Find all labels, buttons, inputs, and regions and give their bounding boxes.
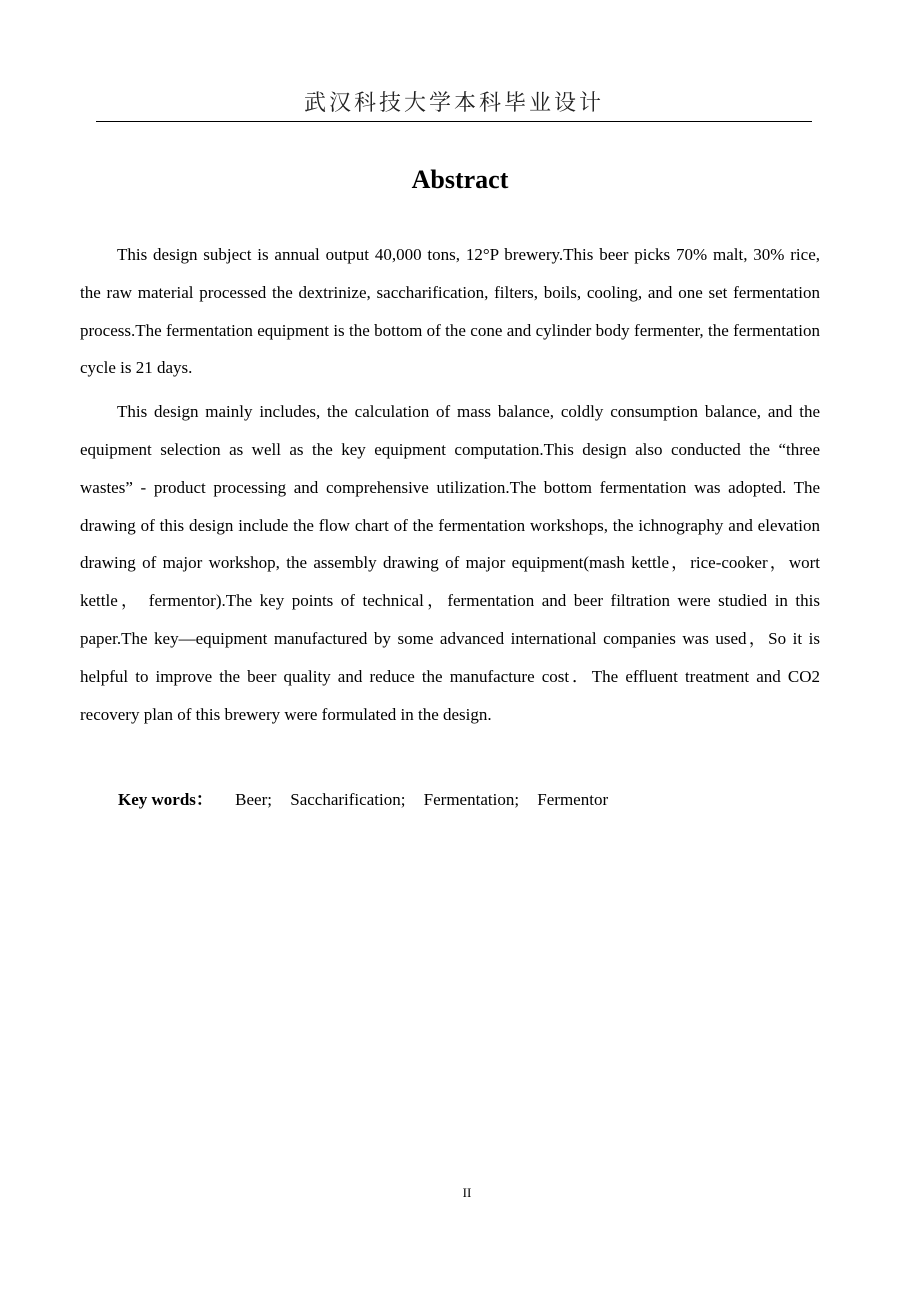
keyword-item: Beer; [235, 790, 272, 809]
abstract-paragraph-1: This design subject is annual output 40,000 tons, 12°P brewery.This beer picks 70% malt, 30% rice, the raw material processed the dextrinize, saccharification, filters, boils, cooling, and one set fermentation process.The fermentation equipment is the bottom of the cone and cylinder body fermenter, the fermentation cycle is 21 days. [80, 245, 820, 378]
keywords-label: Key words： [118, 790, 213, 809]
page-number: II [462, 1185, 472, 1200]
abstract-title: Abstract [411, 165, 509, 194]
keyword-item: Fermentation; [423, 790, 520, 809]
keyword-item: Fermentor [537, 790, 609, 809]
page-header-title: 武汉科技大学本科毕业设计 [303, 91, 604, 116]
header-divider [96, 121, 812, 122]
keywords-line [118, 787, 622, 813]
abstract-body [80, 236, 820, 739]
keyword-item: Saccharification; [290, 790, 406, 809]
abstract-paragraph-2: This design mainly includes, the calculation of mass balance, coldly consumption balance, and the equipment selection as well as the key equipment computation.This design also conducted the “three wastes” - product processing and comprehensive utilization.The bottom fermentation was adopted. The drawing of this design include the flow chart of the fermentation workshops, the ichnography and elevation drawing of major workshop, the assembly drawing of major equipment(mash kettle，rice-cooker，wort kettle， fermentor).The key points of technical，fermentation and beer filtration were studied in this paper.The key—equipment manufactured by some advanced international companies was used，So it is helpful to improve the beer quality and reduce the manufacture cost．The effluent treatment and CO2 recovery plan of this brewery were formulated in the design. [80, 402, 820, 724]
